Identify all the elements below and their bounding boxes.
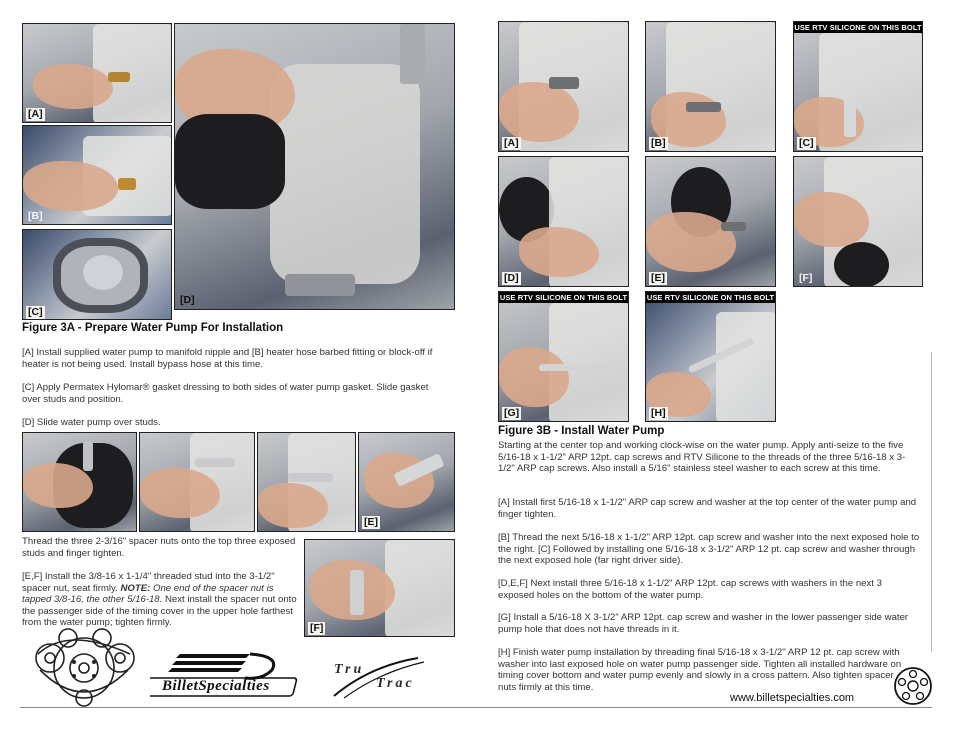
photo-3a-e <box>358 432 455 532</box>
rtv-banner-c: USE RTV SILICONE ON THIS BOLT <box>794 23 922 32</box>
stud-instruction-note-text: One end of the spacer nut is tapped 3/8-16, the other 5/16-18. <box>22 582 274 606</box>
photo-3a-d <box>174 23 455 310</box>
photo-label-3b-e: [E] <box>651 272 665 284</box>
stud-instruction <box>22 571 302 629</box>
photo-label-e: [E] <box>364 516 378 528</box>
right-margin-rule <box>931 352 932 652</box>
figure-3b-step-bc: [B] Thread the next 5/16-18 x 1-1/2" ARP 12pt. cap screw and washer into the next exposed hole to the right. [C] Followed by installing one 5/16-18 x 3-1/2" ARP 12 pt. cap screw and washer through the next exposed hole (far right driver side). <box>498 532 920 567</box>
photo-3b-c <box>793 21 923 152</box>
figure-3b-step-g: [G] Install a 5/16-18 X 3-1/2" ARP 12pt. cap screw and washer in the lower passenger side water pump hole that does not have threads in it. <box>498 612 909 635</box>
photo-label-b: [B] <box>28 210 43 222</box>
photo-3b-f <box>793 156 923 287</box>
photo-label-3b-b: [B] <box>651 137 666 149</box>
photo-3b-g <box>498 291 629 422</box>
figure-3b-intro: Starting at the center top and working clock-wise on the water pump. Apply anti-seize to the five 5/16-18 x 1-1/2" ARP 12pt. cap screws and RTV Silicone to the threads of the three 5/16-18 x 3-1/2" ARP cap screws. Also install a 5/16" stainless steel washer to each screw at this time. <box>498 440 906 475</box>
photo-label-3b-c: [C] <box>799 137 814 149</box>
tru-trac-wordmark-tru: Tru <box>334 662 365 677</box>
photo-3a-spacer-1 <box>22 432 137 532</box>
photo-3a-spacer-3 <box>257 432 356 532</box>
tru-trac-wordmark-trac: Trac <box>376 676 415 691</box>
photo-3b-a <box>498 21 629 152</box>
wheel-logo-icon <box>893 666 933 706</box>
photo-label-f: [F] <box>310 622 324 634</box>
figure-3b-step-a: [A] Install first 5/16-18 x 1-1/2" ARP cap screw and washer at the top center of the water pump and finger tighten. <box>498 497 917 520</box>
photo-3a-b <box>22 125 172 225</box>
photo-label-3b-d: [D] <box>504 272 519 284</box>
figure-3b-step-def: [D,E,F] Next install three 5/16-18 x 1-1/2" ARP 12pt. cap screws with washers in the next 3 exposed holes on the bottom of the water pump. <box>498 578 882 601</box>
footer-rule <box>20 707 932 708</box>
billet-specialties-logo <box>150 650 308 702</box>
photo-label-3b-g: [G] <box>504 407 520 419</box>
rtv-banner-g: USE RTV SILICONE ON THIS BOLT <box>499 293 628 302</box>
figure-3a-step-ab: [A] Install supplied water pump to manifold nipple and [B] heater hose barbed fitting or block-off if heater is not being used. Install bypass hose at this time. <box>22 347 433 370</box>
photo-label-c: [C] <box>28 306 43 318</box>
figure-3a-step-c: [C] Apply Permatex Hylomar® gasket dressing to both sides of water pump gasket. Slide gasket over studs and position. <box>22 382 429 405</box>
photo-label-d: [D] <box>180 294 195 306</box>
tru-trac-logo <box>330 656 430 700</box>
billet-specialties-wordmark: BilletSpecialties <box>162 678 270 694</box>
rtv-banner-h: USE RTV SILICONE ON THIS BOLT <box>646 293 775 302</box>
figure-3b-title: Figure 3B - Install Water Pump <box>498 425 665 437</box>
stud-instruction-note-label: NOTE: <box>120 582 151 594</box>
engine-pulley-logo <box>28 624 140 708</box>
photo-label-3b-h: [H] <box>651 407 666 419</box>
photo-label-a: [A] <box>28 108 43 120</box>
photo-3b-h <box>645 291 776 422</box>
photo-3a-spacer-2 <box>139 432 255 532</box>
photo-3b-e <box>645 156 776 287</box>
figure-3a-step-d: [D] Slide water pump over studs. <box>22 417 161 428</box>
website-url[interactable]: www.billetspecialties.com <box>730 692 855 704</box>
spacer-nut-instruction: Thread the three 2-3/16" spacer nuts onto the top three exposed studs and finger tighten. <box>22 536 296 559</box>
photo-3a-c <box>22 229 172 320</box>
stud-instruction-text-b: Next install the spacer nut onto the passenger side of the timing cover in the upper hole farthest from the water pump; tighten firmly. <box>22 594 297 629</box>
photo-label-3b-a: [A] <box>504 137 519 149</box>
photo-label-3b-f: [F] <box>799 272 813 284</box>
figure-3b-step-h: [H] Finish water pump installation by threading final 5/16-18 x 3-1/2" ARP 12 pt. cap screw with washer into last exposed hole on water pump passenger side. Tighten all installed hardware on timing cover bottom and water pump evenly and slowly in a cross pattern. Also tighten spacer nuts firmly at this time. <box>498 647 902 693</box>
photo-3b-b <box>645 21 776 152</box>
stud-instruction-text-a: [E,F] Install the 3/8-16 x 1-1/4" threaded stud into the 3-1/2" spacer nut, seat firmly. <box>22 571 275 594</box>
photo-3b-d <box>498 156 629 287</box>
figure-3a-title: Figure 3A - Prepare Water Pump For Installation <box>22 322 284 334</box>
photo-3a-a <box>22 23 172 123</box>
photo-3a-f <box>304 539 455 637</box>
